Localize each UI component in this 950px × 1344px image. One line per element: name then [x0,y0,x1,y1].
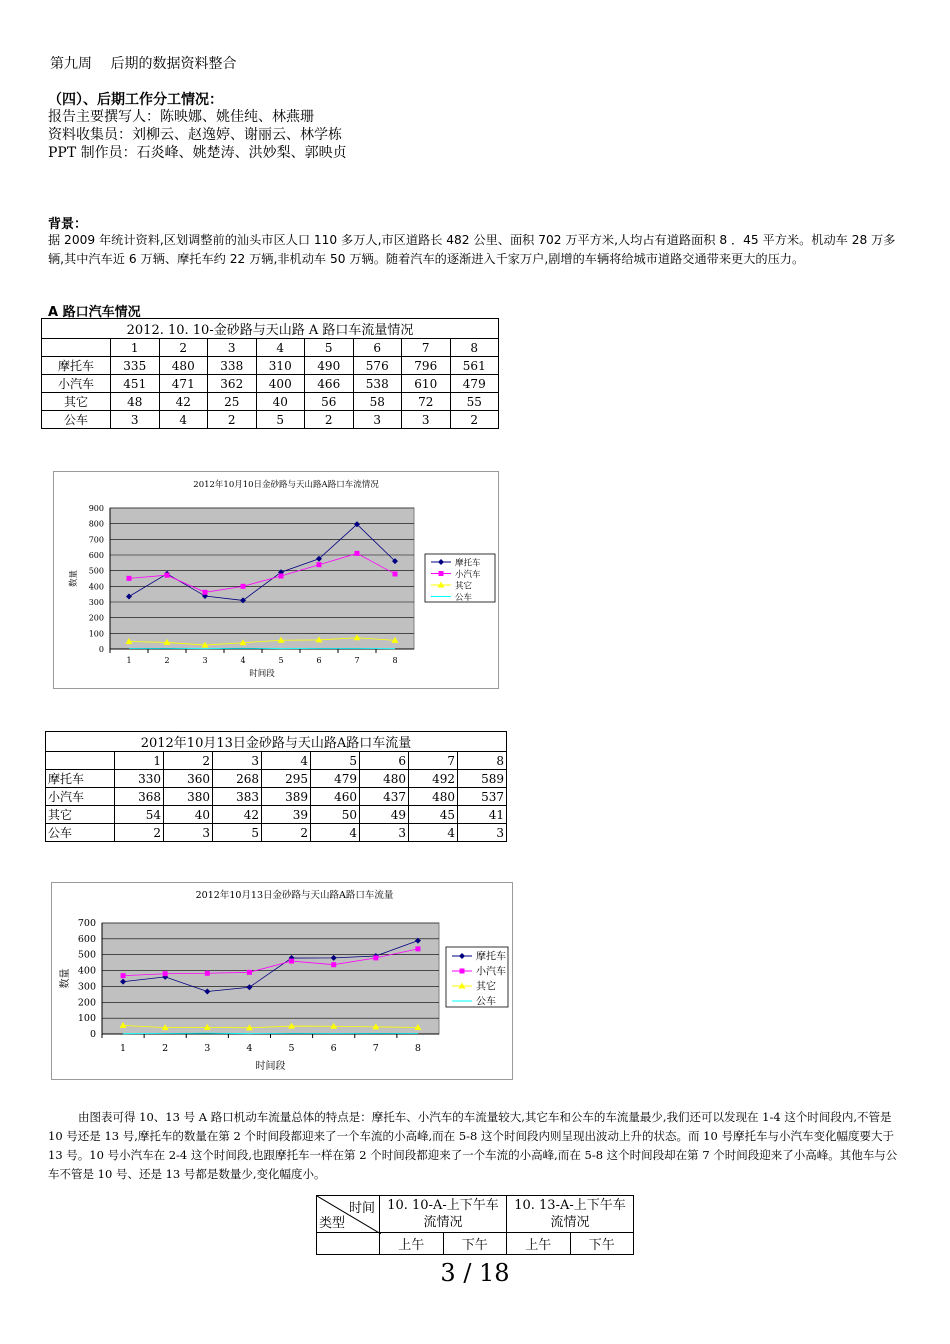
table-cell: 3 [458,824,507,842]
corner-type-label: 类型 [319,1216,346,1231]
row-label: 公车 [42,411,111,429]
y-tick-label: 300 [77,981,96,993]
col-header-oct13: 10. 13-A-上下午车流情况 [507,1196,634,1233]
table-cell: 400 [256,375,305,393]
column-header: 1 [111,339,160,357]
table-cell: 335 [111,357,160,375]
col-header-oct10: 10. 10-A-上下午车流情况 [380,1196,507,1233]
table-row [42,357,499,375]
legend-label: 其它 [476,981,496,993]
table-cell: 3 [111,411,160,429]
table-cell: 576 [353,357,402,375]
table-cell: 2 [208,411,257,429]
data-point [317,562,322,567]
y-axis-label: 数量 [69,569,79,588]
legend-label: 其它 [455,581,473,592]
week-line: 第九周 后期的数据资料整合 [50,56,237,72]
table-cell: 383 [213,788,262,806]
legend-marker [439,571,444,576]
y-tick-label: 500 [77,949,96,961]
table-cell: 360 [164,770,213,788]
column-header: 2 [164,752,213,770]
table-oct10 [41,318,499,429]
table-cell: 479 [450,375,499,393]
y-tick-label: 100 [77,1013,96,1025]
x-tick-label: 4 [246,1043,253,1054]
y-tick-label: 500 [88,566,104,576]
y-tick-label: 300 [88,598,104,607]
table-header-row [46,752,507,770]
plot-area [110,508,414,649]
background-text: 据 2009 年统计资料,区划调整前的汕头市区人口 110 多万人,市区道路长 482 公里、面积 702 万平方米,人均占有道路面积 8 ．45 平方米。机动车 28 万多辆,其中汽车近 6 万辆、摩托车约 22 万辆,非机动车 50 万辆。随着汽车的逐渐进入千家万户,剧增的车辆将给城市道路交通带来更大的压力。 [48,233,896,266]
table-cell: 796 [402,357,451,375]
y-tick-label: 0 [98,645,104,654]
legend-label: 公车 [455,593,473,603]
table-cell: 330 [115,770,164,788]
legend-label: 摩托车 [455,558,481,569]
x-tick-label: 6 [316,656,322,665]
table-cell: 437 [360,788,409,806]
x-tick-label: 5 [288,1043,295,1054]
corner-time-label: 时间 [348,1201,375,1216]
header-empty-cell [42,339,111,357]
table-cell: 42 [159,393,208,411]
analysis-paragraph: 由图表可得 10、13 号 A 路口机动车流量总体的特点是：摩托车、小汽车的车流量较大,其它车和公车的车流量最少,我们还可以发现在 1-4 这个时间段内,不管是 10 号还是 13 号,摩托车的数量在第 2 个时间段都迎来了一个车流的小高峰,而在 5-8 这个时间段内则呈现出波动上升的状态。而 10 号摩托车与小汽车变化幅度要大于 13 号。10 号小汽车在 2-4 这个时间段,也跟摩托车一样在第 2 个时间段都迎来了一个车流的小高峰,而在 5-8 这个时间段却在第 7 个时间段迎来了小高峰。其他车与公车不管是 10 号、还是 13 号都是数量少,变化幅度小。 [48,1110,898,1181]
column-header: 2 [159,339,208,357]
y-tick-label: 600 [77,933,96,945]
legend-label: 摩托车 [476,951,506,963]
table-cell: 45 [409,806,458,824]
x-tick-label: 8 [414,1043,421,1054]
x-tick-label: 3 [202,656,208,665]
data-point [289,959,294,964]
table-cell: 49 [360,806,409,824]
empty-cell [317,1233,380,1255]
y-tick-label: 800 [88,519,104,529]
table-cell: 295 [262,770,311,788]
table-cell: 537 [458,788,507,806]
row-label: 小汽车 [42,375,111,393]
table-cell: 389 [262,788,311,806]
am-header: 上午 [507,1233,571,1255]
table-cell: 538 [353,375,402,393]
table-cell: 55 [450,393,499,411]
table-cell: 362 [208,375,257,393]
y-tick-label: 0 [89,1029,96,1040]
table-cell: 3 [353,411,402,429]
data-point [203,590,208,595]
table-cell: 471 [159,375,208,393]
table-row [42,393,499,411]
table-row [42,375,499,393]
table-row [46,824,507,842]
writers-line: 报告主要撰写人：陈映娜、姚佳纯、林燕珊 [48,109,314,125]
am-header: 上午 [380,1233,444,1255]
row-label: 公车 [46,824,115,842]
data-point [331,962,336,967]
table-cell: 492 [409,770,458,788]
data-point [121,973,126,978]
table-cell: 4 [311,824,360,842]
x-tick-label: 6 [330,1043,337,1054]
section-title: （四）、后期工作分工情况： [48,92,223,108]
table-header-row [42,339,499,357]
table-cell: 310 [256,357,305,375]
table-cell: 368 [115,788,164,806]
y-tick-label: 200 [77,997,96,1009]
legend-marker [460,969,465,974]
x-tick-label: 8 [392,656,398,665]
table-am-pm [316,1195,634,1255]
x-tick-label: 7 [372,1043,379,1054]
table-cell: 72 [402,393,451,411]
column-header: 6 [360,752,409,770]
table-cell: 480 [409,788,458,806]
data-point [163,971,168,976]
data-point [127,576,132,581]
table-cell: 42 [213,806,262,824]
table-cell: 5 [256,411,305,429]
legend-label: 小汽车 [476,966,506,978]
table-cell: 480 [360,770,409,788]
column-header: 3 [213,752,262,770]
x-axis-label: 时间段 [249,669,275,679]
row-label: 其它 [46,806,115,824]
table-cell: 610 [402,375,451,393]
y-tick-label: 600 [88,551,104,560]
x-tick-label: 2 [162,1043,169,1054]
data-point [247,970,252,975]
x-tick-label: 7 [354,656,360,665]
chart-title: 2012年10月10日金砂路与天山路A路口车流情况 [193,480,379,490]
table-row [42,411,499,429]
header-empty-cell [46,752,115,770]
table-cell: 479 [311,770,360,788]
table-cell: 3 [360,824,409,842]
chart-oct10-svg [54,472,498,688]
column-header: 4 [256,339,305,357]
column-header: 3 [208,339,257,357]
column-header: 7 [409,752,458,770]
row-label: 小汽车 [46,788,115,806]
x-axis-label: 时间段 [255,1061,286,1072]
table-cell: 58 [353,393,402,411]
table-cell: 268 [213,770,262,788]
table-cell: 561 [450,357,499,375]
table-cell: 2 [450,411,499,429]
table-title: 2012年10月13日金砂路与天山路A路口车流量 [46,732,507,752]
column-header: 5 [305,339,354,357]
y-axis-label: 数量 [60,968,71,989]
table-cell: 56 [305,393,354,411]
column-header: 6 [353,339,402,357]
table-cell: 3 [402,411,451,429]
table-cell: 25 [208,393,257,411]
table-cell: 5 [213,824,262,842]
y-tick-label: 900 [88,504,104,513]
data-point [415,946,420,951]
table-cell: 41 [458,806,507,824]
chart-oct10 [53,471,499,689]
column-header: 1 [115,752,164,770]
table-cell: 2 [305,411,354,429]
row-label: 摩托车 [46,770,115,788]
x-tick-label: 5 [278,656,284,665]
page-number: 3 / 18 [440,1259,510,1287]
legend-label: 小汽车 [455,570,481,580]
x-tick-label: 1 [120,1043,127,1054]
table-cell: 4 [409,824,458,842]
table-cell: 50 [311,806,360,824]
column-header: 7 [402,339,451,357]
table-cell: 2 [115,824,164,842]
pm-header: 下午 [443,1233,507,1255]
table-cell: 490 [305,357,354,375]
table-cell: 39 [262,806,311,824]
data-point [205,971,210,976]
table-cell: 40 [256,393,305,411]
legend-label: 公车 [476,996,496,1008]
table-cell: 451 [111,375,160,393]
table-cell: 466 [305,375,354,393]
y-tick-label: 400 [88,582,104,592]
table-corner-cell [317,1196,380,1233]
table-cell: 54 [115,806,164,824]
y-tick-label: 100 [88,629,104,639]
table-row [46,806,507,824]
table-cell: 48 [111,393,160,411]
table-row [46,788,507,806]
collectors-line: 资料收集员：刘柳云、赵逸婷、谢丽云、林学栋 [48,127,342,143]
table-oct13 [45,731,507,842]
chart-oct13-svg [52,883,512,1079]
data-point [373,955,378,960]
y-tick-label: 400 [77,965,96,977]
chart-oct13 [51,882,513,1080]
row-label: 摩托车 [42,357,111,375]
row-label: 其它 [42,393,111,411]
ppt-line: PPT 制作员：石炎峰、姚楚涛、洪妙梨、郭映贞 [48,145,347,161]
table-cell: 589 [458,770,507,788]
table-cell: 3 [164,824,213,842]
table-cell: 460 [311,788,360,806]
background-title: 背景： [48,217,88,232]
table-cell: 4 [159,411,208,429]
chart-title: 2012年10月13日金砂路与天山路A路口车流量 [195,890,394,901]
table-title: 2012. 10. 10-金砂路与天山路 A 路口车流量情况 [42,319,499,339]
x-tick-label: 2 [164,656,170,665]
data-point [355,551,360,556]
table-cell: 480 [159,357,208,375]
data-point [165,573,170,578]
pm-header: 下午 [570,1233,634,1255]
y-tick-label: 700 [88,535,104,545]
x-tick-label: 1 [126,656,132,665]
table-cell: 40 [164,806,213,824]
data-point [241,584,246,589]
data-point [279,573,284,578]
data-point [393,571,398,576]
column-header: 8 [458,752,507,770]
y-tick-label: 200 [88,613,104,623]
column-header: 4 [262,752,311,770]
table-row [46,770,507,788]
x-tick-label: 4 [240,656,246,665]
y-tick-label: 700 [77,918,96,929]
x-tick-label: 3 [204,1043,211,1054]
table-cell: 338 [208,357,257,375]
column-header: 5 [311,752,360,770]
section-a-title: A 路口汽车情况 [48,305,141,320]
table-cell: 2 [262,824,311,842]
column-header: 8 [450,339,499,357]
table-cell: 380 [164,788,213,806]
